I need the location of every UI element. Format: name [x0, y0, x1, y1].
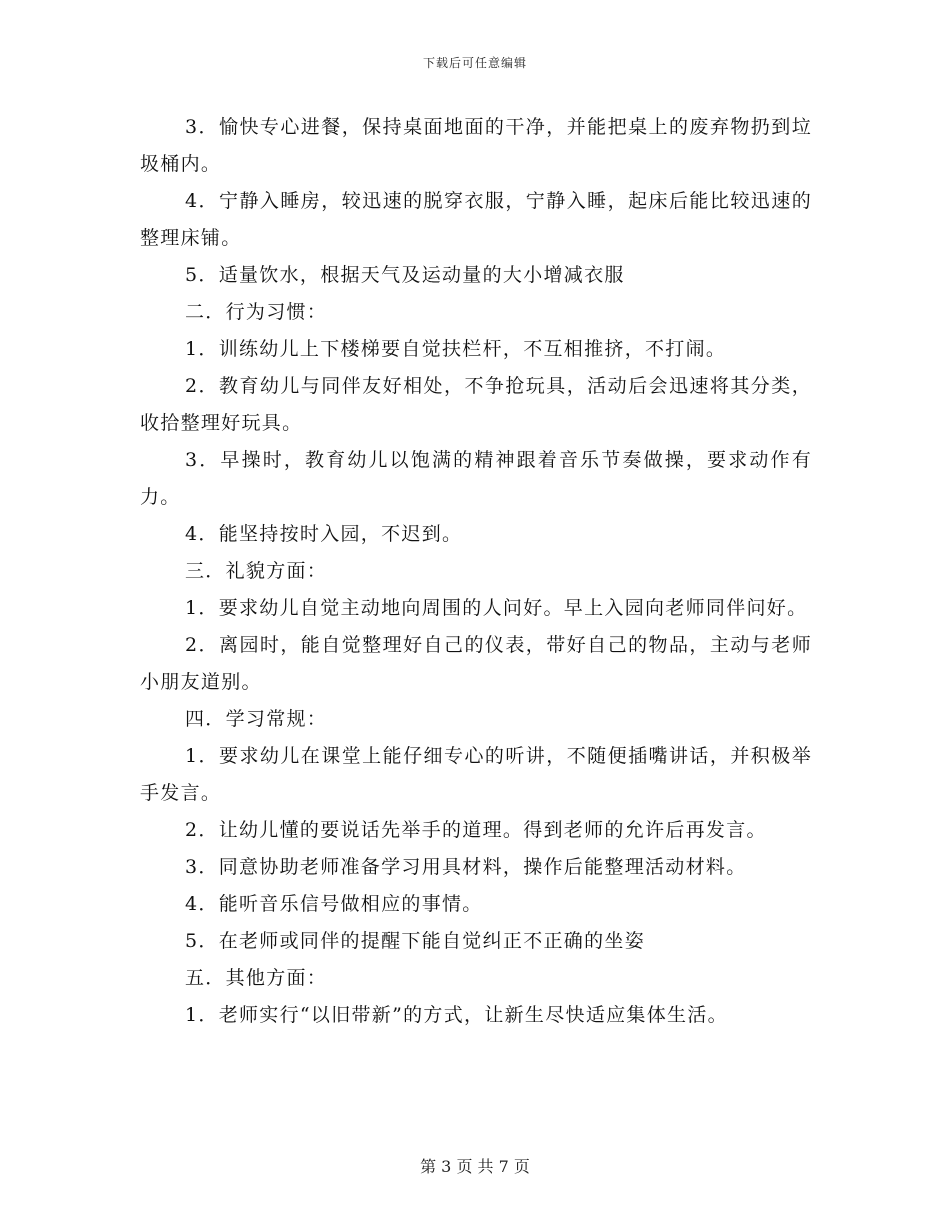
section-heading: 二．行为习惯：: [185, 301, 328, 323]
paragraph: 2．离园时，能自觉整理好自己的仪表，带好自己的物品，主动与老师小朋友道别。: [140, 634, 812, 693]
paragraph: 5．适量饮水，根据天气及运动量的大小增减衣服: [185, 264, 625, 286]
page-header: 下载后可任意编辑: [422, 56, 527, 70]
paragraph: 2．让幼儿懂的要说话先举手的道理。得到老师的允许后再发言。: [185, 819, 767, 841]
section-heading: 四．学习常规：: [185, 708, 328, 730]
section-heading: 三．礼貌方面：: [185, 560, 328, 582]
paragraph: 2．教育幼儿与同伴友好相处，不争抢玩具，活动后会迅速将其分类，收拾整理好玩具。: [140, 375, 812, 434]
paragraph: 1．要求幼儿在课堂上能仔细专心的听讲，不随便插嘴讲话，并积极举手发言。: [140, 745, 812, 804]
paragraph: 3．愉快专心进餐，保持桌面地面的干净，并能把桌上的废弃物扔到垃圾桶内。: [140, 116, 812, 175]
paragraph: 3．同意协助老师准备学习用具材料，操作后能整理活动材料。: [185, 856, 747, 878]
paragraph: 1．老师实行“以旧带新”的方式，让新生尽快适应集体生活。: [185, 1004, 728, 1026]
paragraph: 5．在老师或同伴的提醒下能自觉纠正不正确的坐姿: [185, 930, 645, 952]
page-number: 第 3 页 共 7 页: [420, 1157, 530, 1176]
document-body: [140, 109, 812, 1034]
section-heading: 五．其他方面：: [185, 967, 328, 989]
paragraph: 4．能坚持按时入园，不迟到。: [185, 523, 463, 545]
paragraph: 3．早操时，教育幼儿以饱满的精神跟着音乐节奏做操，要求动作有力。: [140, 449, 812, 508]
paragraph: 4．能听音乐信号做相应的事情。: [185, 893, 483, 915]
paragraph: 1．训练幼儿上下楼梯要自觉扶栏杆，不互相推挤，不打闹。: [185, 338, 727, 360]
paragraph: 1．要求幼儿自觉主动地向周围的人问好。早上入园向老师同伴问好。: [185, 597, 808, 619]
paragraph: 4．宁静入睡房，较迅速的脱穿衣服，宁静入睡，起床后能比较迅速的整理床铺。: [140, 190, 812, 249]
